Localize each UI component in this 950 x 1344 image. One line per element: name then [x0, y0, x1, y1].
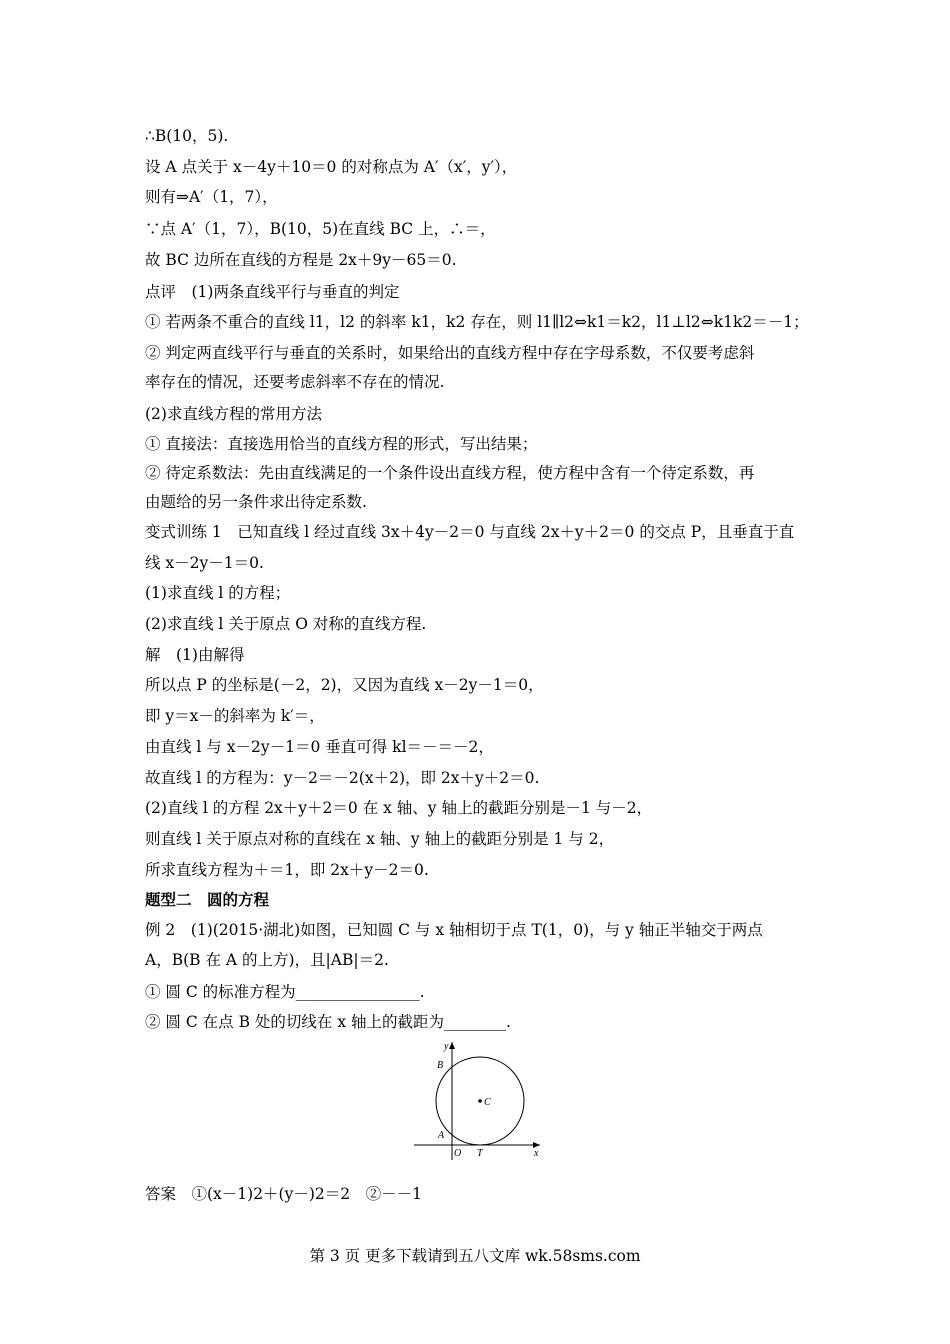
text-line: 故 BC 边所在直线的方程是 2x＋9y－65＝0.: [145, 251, 457, 269]
text-line: 则直线 l 关于原点对称的直线在 x 轴、y 轴上的截距分别是 1 与 2，: [145, 830, 615, 848]
remark-heading: 点评 (1)两条直线平行与垂直的判定: [145, 283, 400, 301]
center-point: [478, 1099, 482, 1103]
page-footer: 第 3 页 更多下载请到五八文库 wk.58sms.com: [309, 1247, 641, 1265]
text-line: 即 y＝x－的斜率为 k′＝，: [145, 707, 325, 725]
text-line: 则有⇒A′（1，7），: [145, 188, 278, 206]
text-line: 所求直线方程为＋＝1，即 2x＋y－2＝0.: [145, 861, 429, 879]
text-line: 线 x－2y－1＝0.: [145, 554, 264, 572]
text-line: 所以点 P 的坐标是(－2，2)，又因为直线 x－2y－1＝0，: [145, 676, 544, 694]
text-line: ① 圆 C 的标准方程为________________.: [145, 983, 425, 1001]
text-line: ① 直接法：直接选用恰当的直线方程的形式，写出结果；: [145, 435, 538, 453]
text-line: (1)求直线 l 的方程；: [145, 584, 291, 602]
text-line: (2)求直线 l 关于原点 O 对称的直线方程.: [145, 615, 427, 633]
point-c-label: C: [484, 1097, 491, 1108]
exercise-heading: 变式训练 1 已知直线 l 经过直线 3x＋4y－2＝0 与直线 2x＋y＋2＝0 的交点 P，且垂直于直: [145, 523, 795, 541]
origin-label: O: [454, 1148, 462, 1159]
text-line: 率存在的情况，还要考虑斜率不存在的情况.: [145, 373, 445, 391]
text-line: ② 判定两直线平行与垂直的关系时，如果给出的直线方程中存在字母系数，不仅要考虑斜: [145, 344, 755, 362]
text-line: 设 A 点关于 x－4y＋10＝0 的对称点为 A′（x′，y′），: [145, 158, 518, 176]
text-line: ② 待定系数法：先由直线满足的一个条件设出直线方程，使方程中含有一个待定系数，再: [145, 464, 755, 482]
text-line: ② 圆 C 在点 B 处的切线在 x 轴上的截距为________.: [145, 1013, 511, 1031]
x-label: x: [534, 1148, 539, 1159]
text-line: ① 若两条不重合的直线 l1，l2 的斜率 k1，k2 存在，则 l1∥l2⇔k1＝k2，l1⊥l2⇔k1k2＝－1；: [145, 313, 809, 331]
point-b-label: B: [437, 1060, 444, 1071]
text-line: ∴B(10，5).: [145, 127, 229, 145]
y-label: y: [444, 1041, 449, 1052]
point-a-label: A: [438, 1130, 445, 1141]
circle-figure: [408, 1038, 548, 1162]
text-line: (2)求直线方程的常用方法: [145, 405, 322, 423]
text-line: 故直线 l 的方程为：y－2＝－2(x＋2)，即 2x＋y＋2＝0.: [145, 769, 540, 787]
y-axis-arrow: [449, 1042, 455, 1049]
solution-heading: 解 (1)由解得: [145, 646, 245, 664]
text-line: ∵点 A′（1，7），B(10，5)在直线 BC 上，∴＝，: [145, 220, 496, 238]
text-line: A，B(B 在 A 的上方)，且|AB|＝2.: [145, 951, 389, 969]
answer-line: 答案 ①(x－1)2＋(y－)2＝2 ②－－1: [145, 1185, 422, 1203]
text-line: 由直线 l 与 x－2y－1＝0 垂直可得 kl＝－＝－2，: [145, 738, 494, 756]
text-line: (2)直线 l 的方程 2x＋y＋2＝0 在 x 轴、y 轴上的截距分别是－1 与－2，: [145, 799, 653, 817]
section-heading: 题型二 圆的方程: [145, 890, 270, 909]
example-heading: 例 2 (1)(2015·湖北)如图，已知圆 C 与 x 轴相切于点 T(1，0)，与 y 轴正半轴交于两点: [145, 921, 763, 939]
text-line: 由题给的另一条件求出待定系数.: [145, 493, 367, 511]
point-t-label: T: [477, 1148, 483, 1159]
